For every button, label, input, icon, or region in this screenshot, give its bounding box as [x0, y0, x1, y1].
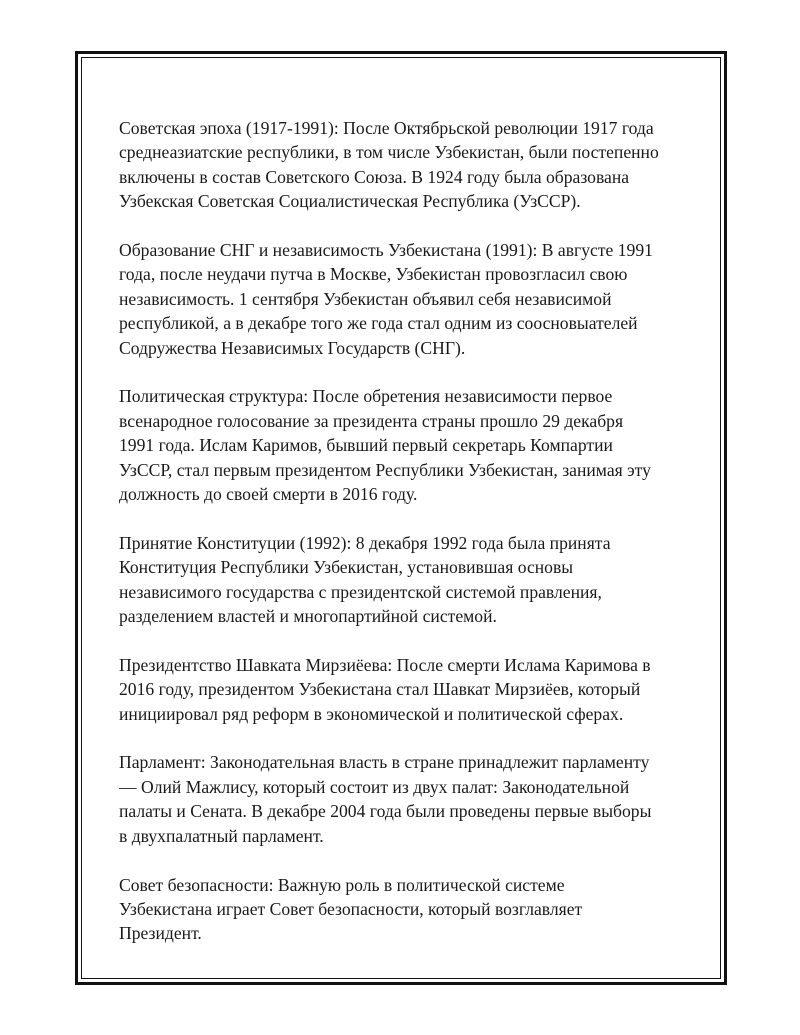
paragraph-mirziyoyev-presidency: Президентство Шавката Мирзиёева: После смерти Ислама Каримова в 2016 году, президентом Узбекистана стал Шавкат Мирзиёев, который инициировал ряд реформ в экономической и политической сферах. — [119, 654, 651, 724]
paragraph-soviet-era: Советская эпоха (1917-1991): После Октябрьской революции 1917 года среднеазиатские республики, в том числе Узбекистан, были постепенно включены в состав Советского Союза. В 1924 году была образована Узбекская Советская Социалистическая Республика (УзССР). — [119, 118, 659, 212]
paragraph-security-council: Совет безопасности: Важную роль в политической системе Узбекистана играет Совет безопасности, который возглавляет Президент. — [119, 874, 583, 944]
document-body — [119, 116, 689, 970]
paragraph-parliament: Парламент: Законодательная власть в стране принадлежит парламенту — Олий Мажлису, который состоит из двух палат: Законодательной палаты и Сената. В декабре 2004 года были проведены первые выборы в двухпалатный парламент. — [119, 752, 652, 846]
paragraph-constitution: Принятие Конституции (1992): 8 декабря 1992 года была принята Конституция Республики Узбекистан, установившая основы независимого государства с президентской системой правления, разделением властей и многопартийной системой. — [119, 532, 611, 627]
paragraph-political-structure: Политическая структура: После обретения независимости первое всенародное голосование за президента страны прошло 29 декабря 1991 года. Ислам Каримов, бывший первый секретарь Компартии УзССР, стал первым президентом Республики Узбекистан, занимая эту должность до своей смерти в 2016 году. — [119, 386, 651, 505]
paragraph-cis-independence: Образование СНГ и независимость Узбекистана (1991): В августе 1991 года, после неудачи путча в Москве, Узбекистан провозгласил свою независимость. 1 сентября Узбекистан объявил себя независимой республикой, а в декабре того же года стал одним из соосновыателей Содружества Независимых Государств (СНГ). — [119, 240, 653, 358]
